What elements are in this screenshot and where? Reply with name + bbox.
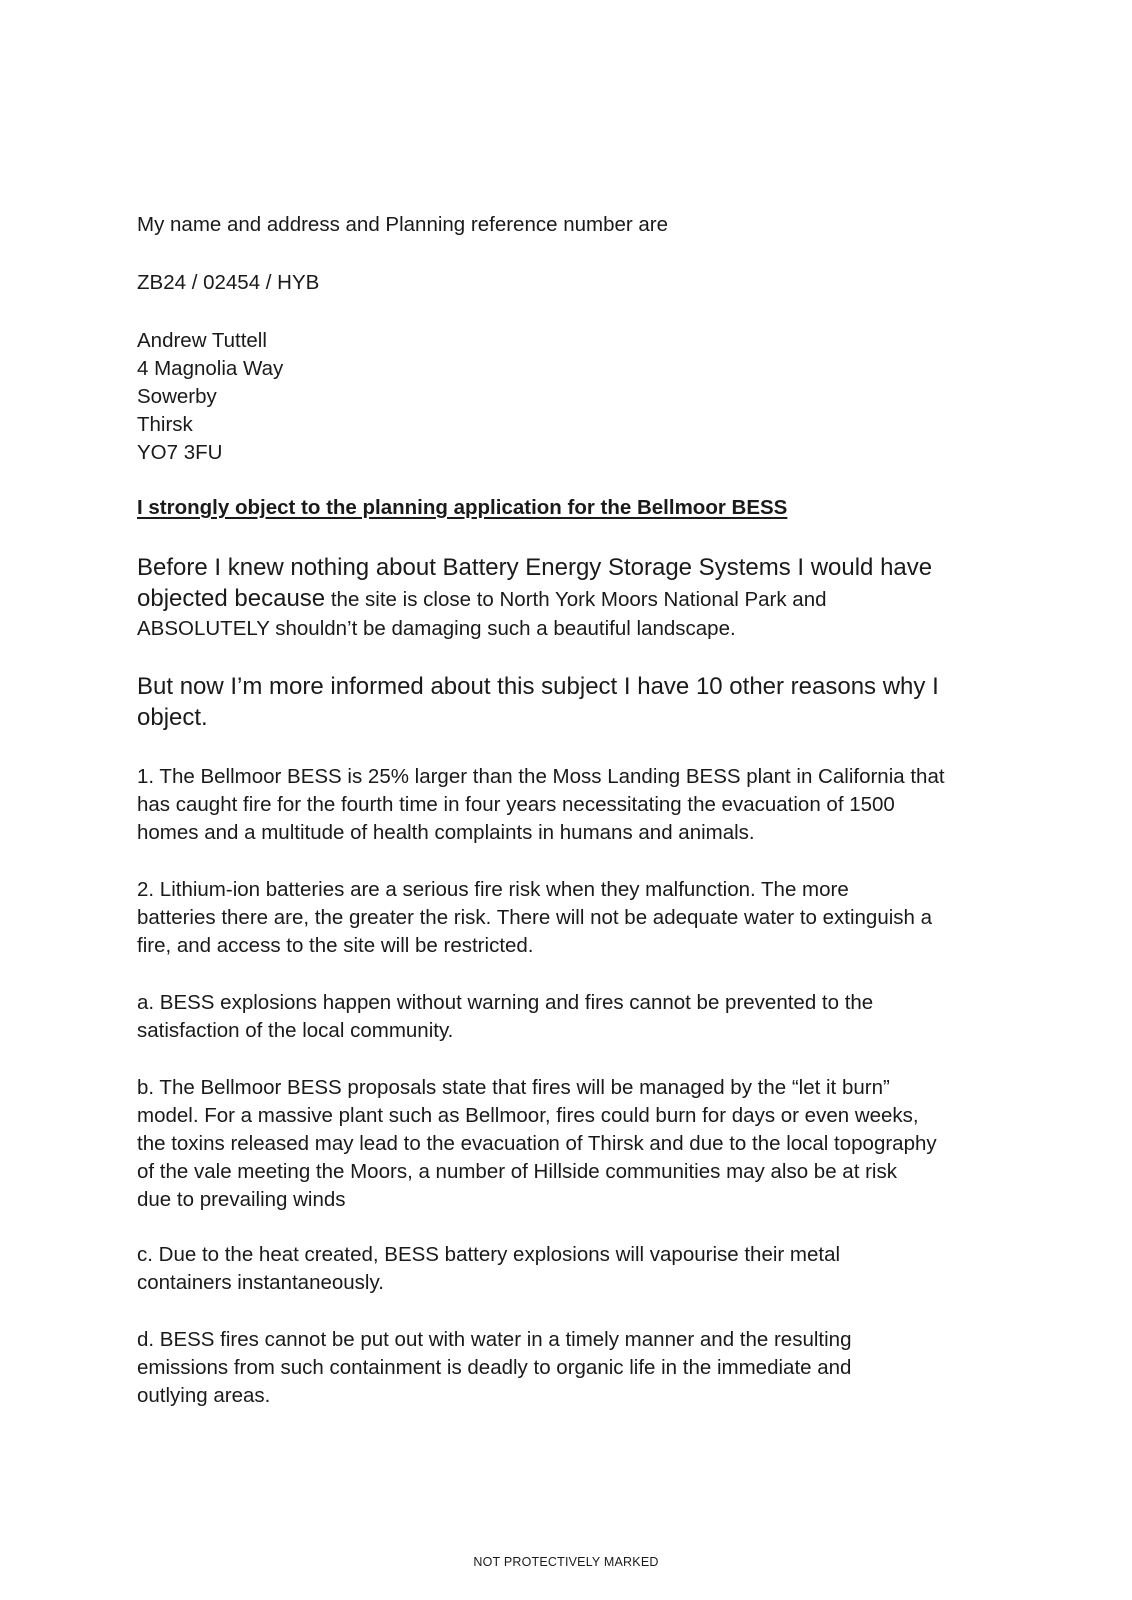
point-d-line: d. BESS fires cannot be put out with water in a timely manner and the resulting <box>137 1328 852 1351</box>
point-b-line: of the vale meeting the Moors, a number of Hillside communities may also be at risk <box>137 1160 897 1183</box>
address-postcode: YO7 3FU <box>137 441 223 464</box>
planning-reference: ZB24 / 02454 / HYB <box>137 271 320 294</box>
point-c <box>137 1241 840 1297</box>
paragraph-intro-rest: the site is close to North York Moors National Park and <box>325 588 827 611</box>
address-street: 4 Magnolia Way <box>137 357 284 380</box>
paragraph-intro-line-2 <box>137 583 932 615</box>
objection-heading: I strongly object to the planning application for the Bellmoor BESS <box>137 496 788 519</box>
point-2-line: batteries there are, the greater the risk. There will not be adequate water to extinguish a <box>137 906 933 929</box>
address-town: Thirsk <box>137 413 193 436</box>
point-2-line: 2. Lithium-ion batteries are a serious fire risk when they malfunction. The more <box>137 878 849 901</box>
paragraph-reasons <box>137 671 939 733</box>
point-d-line: emissions from such containment is deadly to organic life in the immediate and <box>137 1356 852 1379</box>
protective-marking-footer: NOT PROTECTIVELY MARKED <box>473 1555 659 1569</box>
paragraph-intro-emphasis: objected because <box>137 585 326 612</box>
point-b-line: b. The Bellmoor BESS proposals state that fires will be managed by the “let it burn” <box>137 1076 890 1099</box>
point-b-line: due to prevailing winds <box>137 1188 346 1211</box>
point-c-line: c. Due to the heat created, BESS battery explosions will vapourise their metal <box>137 1243 841 1266</box>
point-b <box>137 1074 937 1214</box>
point-2 <box>137 876 932 960</box>
point-a <box>137 989 873 1045</box>
intro-text: My name and address and Planning reference number are <box>137 213 669 236</box>
paragraph-intro <box>137 552 932 643</box>
address-area: Sowerby <box>137 385 217 408</box>
point-1-line: 1. The Bellmoor BESS is 25% larger than the Moss Landing BESS plant in California that <box>137 765 945 788</box>
address-block <box>137 327 283 467</box>
point-1-line: has caught fire for the fourth time in four years necessitating the evacuation of 1500 <box>137 793 895 816</box>
point-d-line: outlying areas. <box>137 1384 271 1407</box>
point-2-line: fire, and access to the site will be restricted. <box>137 934 534 957</box>
address-name: Andrew Tuttell <box>137 329 267 352</box>
paragraph-intro-line-3: ABSOLUTELY shouldn’t be damaging such a beautiful landscape. <box>137 617 736 640</box>
point-a-line: satisfaction of the local community. <box>137 1019 454 1042</box>
point-c-line: containers instantaneously. <box>137 1271 384 1294</box>
point-1-line: homes and a multitude of health complaints in humans and animals. <box>137 821 755 844</box>
point-a-line: a. BESS explosions happen without warning and fires cannot be prevented to the <box>137 991 874 1014</box>
point-d <box>137 1326 851 1410</box>
point-b-line: the toxins released may lead to the evacuation of Thirsk and due to the local topography <box>137 1132 937 1155</box>
paragraph-reasons-line-2: object. <box>137 704 208 731</box>
point-1 <box>137 763 945 847</box>
point-b-line: model. For a massive plant such as Bellmoor, fires could burn for days or even weeks, <box>137 1104 919 1127</box>
paragraph-reasons-line-1: But now I’m more informed about this subject I have 10 other reasons why I <box>137 673 939 700</box>
paragraph-intro-line-1: Before I knew nothing about Battery Energy Storage Systems I would have <box>137 554 933 581</box>
